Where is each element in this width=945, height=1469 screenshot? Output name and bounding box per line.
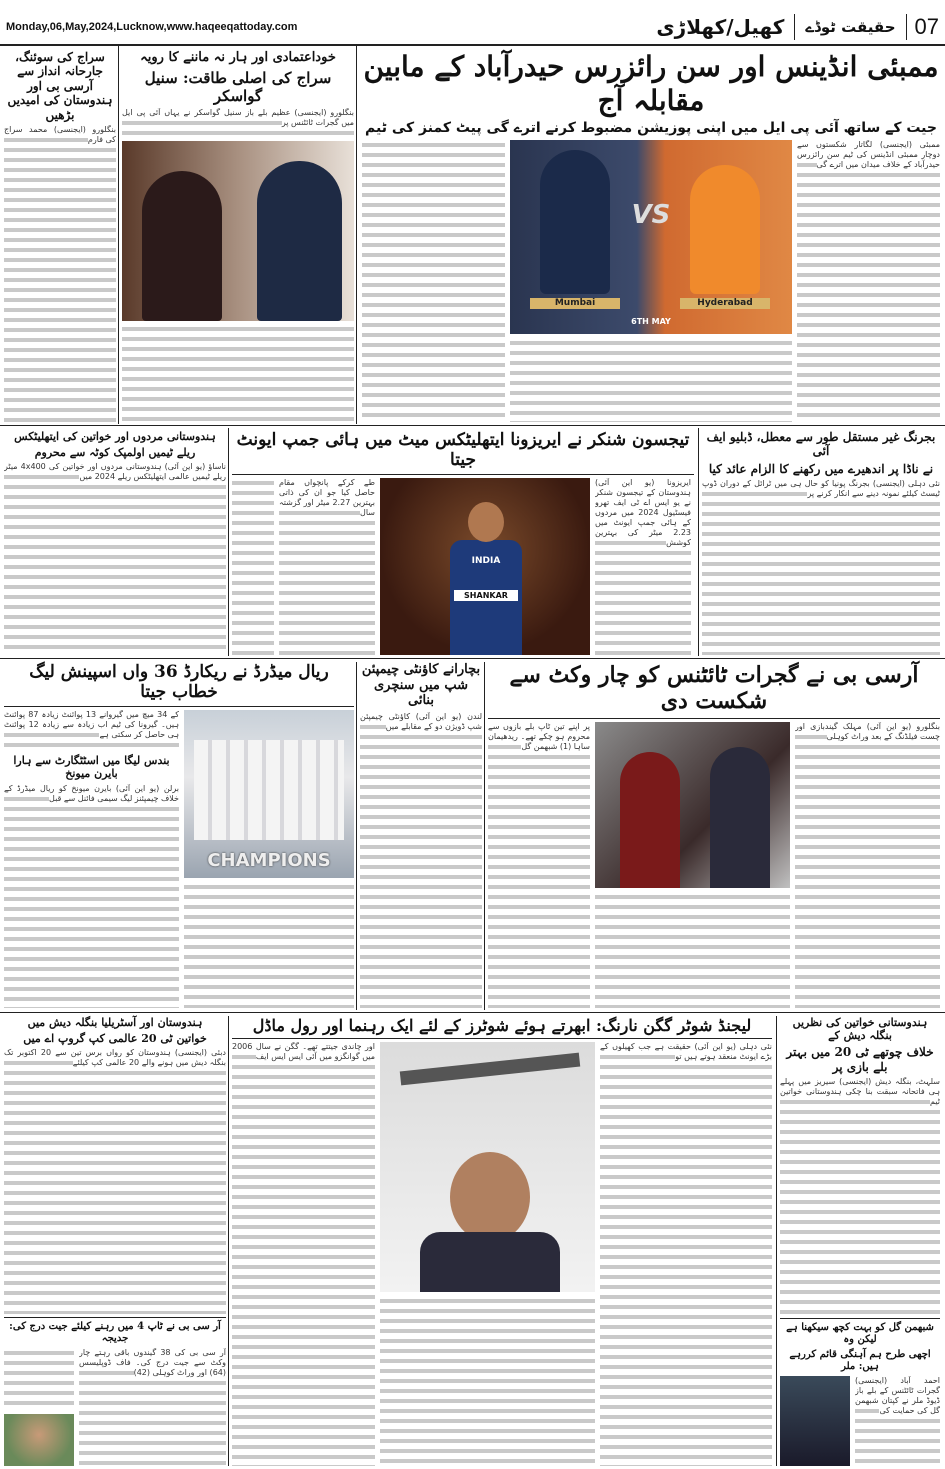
madrid-text-column — [4, 710, 179, 1008]
divider — [698, 428, 699, 656]
siraj-figure — [142, 171, 222, 321]
divider — [488, 718, 940, 719]
divider — [0, 1012, 945, 1013]
gill-miller-photo — [780, 1376, 850, 1466]
chess-headline: بچارانے کاؤنٹی چیمپئن شپ میں سنچری بنائی — [361, 662, 481, 709]
narang-headline: لیجنڈ شوٹر گگن نارنگ: ابھرتے ہوئے شوٹرز کے لئے ایک رہنما اور رول ماڈل — [252, 1016, 752, 1035]
rcb-celebration-photo — [595, 722, 790, 888]
team-players — [194, 740, 344, 840]
narang-story — [232, 1016, 772, 1466]
women-bd-story — [780, 1016, 940, 1466]
madrid-body-2 — [184, 882, 354, 1008]
t20wc-story — [4, 1016, 226, 1466]
gill-body: احمد آباد (ایجنسی) گجرات ٹائٹنس کے بلے باز ڈیوڈ ملر نے کپتان شبھمن گل کی حمایت کی — [855, 1376, 940, 1466]
main-photo-column — [510, 140, 792, 422]
divider — [232, 474, 694, 475]
gavaskar-siraj-photo — [122, 141, 354, 321]
tejaswin-body-2: طے کرکے پانچواں مقام حاصل کیا جو ان کی ذاتی بہترین 2.27 میٹر اور گزشتہ سال — [279, 478, 375, 655]
gavaskar-headline-2: سراج کی اصلی طاقت: سنیل گواسکر — [144, 68, 332, 105]
champions-caption: CHAMPIONS — [207, 849, 331, 871]
page-number: 07 — [914, 14, 939, 39]
vs-label: VS — [631, 199, 671, 230]
relay-headline-1: ہندوستانی مردوں اور خواتین کی ایتھلیٹکس — [14, 430, 216, 443]
gavaskar-figure — [257, 161, 342, 321]
divider — [0, 425, 945, 426]
relay-headline-2: ریلے ٹیمیں اولمپک کوٹہ سے محروم — [34, 446, 196, 460]
hyderabad-player — [690, 165, 760, 294]
section-title: کھیل/کھلاڑی — [656, 15, 785, 39]
tejaswin-story — [232, 430, 694, 655]
relay-story — [4, 430, 226, 655]
siraj-story — [4, 50, 116, 422]
madrid-photo-column — [184, 710, 354, 1008]
jadeja-photo-column — [4, 1348, 74, 1466]
narang-body-2: اور چاندی جیتتے تھے۔ گگن نے سال 2006 میں گوانگزو میں آئی ایس ایس ایف — [232, 1042, 375, 1466]
rcb-body-2: پر اپنے تین ٹاپ بلے بازوں سے محروم ہو چکے تھے۔ ریدھیمان ساہا (1) شبھمن گل — [488, 722, 590, 1008]
gill-headline-2: اچھی طرح ہم آہنگی قائم کررہے ہیں: ملر — [789, 1349, 931, 1372]
divider — [776, 1016, 777, 1466]
bib-label: SHANKAR — [454, 590, 518, 601]
main-subhead: جیت کے ساتھ آئی پی ایل میں اپنی پوزیشن مضبوط کرنے اترے گی پیٹ کمنز کی ٹیم — [365, 120, 937, 137]
rcb-story — [488, 662, 940, 1008]
jadeja-photo — [4, 1414, 74, 1466]
chess-body: لندن (یو این آئی) کاؤنٹی چیمپئن شپ ڈویژن دو کے مقابلے میں — [360, 712, 482, 1008]
narang-body: نئی دہلی (یو این آئی) حقیقت ہے جب کھیلوں کے بڑے ایونٹ منعقد ہوتے ہیں تو — [600, 1042, 772, 1466]
narang-body-3 — [380, 1296, 595, 1466]
women-bd-headline-1: ہندوستانی خواتین کی نظریں بنگلہ دیش کے — [792, 1016, 928, 1043]
divider — [484, 662, 485, 1010]
tejaswin-headline: تیجسون شنکر نے ایریزونا ایتھلیٹکس میٹ میں ہائی جمپ ایونٹ جیتا — [236, 430, 690, 471]
divider — [228, 428, 229, 656]
bundesliga-body: برلن (یو این آئی) بایرن میونخ کو ریال میڈرڈ کے خلاف چیمپئنز لیگ سیمی فائنل سے قبل — [4, 784, 179, 1008]
main-body-col-3 — [510, 338, 792, 422]
relay-body: ناساؤ (یو این آئی) ہندوستانی مردوں اور خواتین کی 4x400 میٹر ریلے ٹیمیں عالمی ایتھلیٹکس ریلے 2024 میں — [4, 462, 226, 655]
women-bd-headline-2: خلاف چوتھے ٹی 20 میں بہتر بلے بازی پر — [786, 1045, 934, 1074]
rcb2-headline: آر سی بی نے ٹاپ 4 میں رہنے کیلئے جیت درج کی: جدیجہ — [9, 1321, 221, 1344]
header-rule — [0, 44, 945, 46]
shooter-face — [450, 1152, 530, 1242]
main-body-col-2 — [362, 140, 505, 422]
mumbai-player — [540, 150, 610, 294]
hyderabad-label: Hyderabad — [680, 298, 770, 309]
shooter-body — [420, 1232, 560, 1292]
divider — [228, 1016, 229, 1466]
rcb-headline: آرسی بی نے گجرات ٹائٹنس کو چار وکٹ سے شکست دی — [509, 662, 919, 715]
divider — [780, 1318, 940, 1319]
bajrang-headline-1: بجرنگ غیر مستقل طور سے معطل، ڈبلیو ایف آئی — [706, 430, 936, 459]
siraj-body: بنگلورو (ایجنسی) محمد سراج کی فارم — [4, 125, 116, 422]
gavaskar-headline-1: خوداعتمادی اور ہار نہ ماننے کا رویہ — [140, 50, 336, 65]
tejaswin-body: ایریزونا (یو این آئی) ہندوستان کے تیجسون شنکر نے یو ایس اے ٹی ایف تھرو فیسٹیول 2024 میں مردوں کے ہائی جمپ ایونٹ میں 2.23 میٹر کی بہترین کوشش — [595, 478, 691, 655]
divider — [4, 1317, 226, 1318]
chess-story — [360, 662, 482, 1008]
tejaswin-photo — [380, 478, 590, 655]
gagan-narang-photo — [380, 1042, 595, 1292]
divider — [0, 658, 945, 659]
rcb2-body: آر سی بی کی 38 گیندوں باقی رہتے چار وکٹ سے جیت درج کی۔ فاف ڈوپلیسس (64) اور وراٹ کوہلی (42) — [79, 1348, 226, 1466]
madrid-headline: ریال میڈرڈ نے ریکارڈ 36 واں اسپینش لیگ خطاب جیتا — [29, 662, 329, 703]
paper-logo: حقیقت ٹوڈے — [805, 18, 896, 36]
rcb2-body-2 — [4, 1348, 74, 1410]
t20wc-headline-2: خواتین ٹی 20 عالمی کپ گروپ اے میں — [23, 1032, 207, 1046]
gill-headline-1: شبھمن گل کو بہت کچھ سیکھنا ہے لیکن وہ — [786, 1322, 934, 1345]
bajrang-body: نئی دہلی (ایجنسی) بجرنگ پونیا کو حال ہی میں ٹرائل کے دوران ڈوپ ٹیسٹ کیلئے نمونہ دینے سے انکار کرنے پر — [702, 479, 940, 655]
divider — [356, 662, 357, 1010]
madrid-body: کے 34 میچ میں گیروانے 13 پوائنٹ زیادہ 87 پوائنٹ ہیں۔ گیرونا کی ٹیم اب زیادہ سے زیادہ 12 پوائنٹ ہی حاصل کر سکتی ہے — [4, 710, 179, 750]
bajrang-headline-2: نے ناڈا پر اندھیرے میں رکھنے کا الزام عائد کیا — [708, 461, 934, 476]
divider — [118, 46, 119, 424]
main-body-col-1: ممبئی (ایجنسی) لگاتار شکستوں سے دوچار ممبئی انڈینس کی ٹیم سن رائزرس حیدرآباد کے خلاف میدان میں اترے گی — [797, 140, 940, 422]
rcb-body: بنگلورو (یو این آئی) مہلک گیندبازی اور چست فیلڈنگ کے بعد وراٹ کوہلی — [795, 722, 940, 1008]
real-madrid-champions-photo — [184, 710, 354, 878]
player-figure — [710, 747, 770, 888]
bajrang-story — [702, 430, 940, 655]
mumbai-label: Mumbai — [530, 298, 620, 309]
dateline: Monday,06,May,2024,Lucknow,www.haqeeqattoday.com — [6, 21, 298, 33]
mumbai-vs-hyderabad-photo — [510, 140, 792, 334]
athlete-head — [468, 502, 504, 542]
divider — [4, 706, 354, 707]
rcb-body-3 — [595, 892, 790, 1008]
divider — [232, 1038, 772, 1039]
gavaskar-body: بنگلورو (ایجنسی) عظیم بلے باز سنیل گواسکر نے یہاں آئی پی ایل میں گجرات ٹائٹنس پر — [122, 108, 354, 138]
gavaskar-body-2 — [122, 324, 354, 422]
rifle — [400, 1053, 580, 1086]
t20wc-body: دبئی (ایجنسی) ہندوستان کو رواں برس تین سے 20 اکتوبر تک بنگلہ دیش میں ہونے والے 20 عالمی کپ کیلئے — [4, 1048, 226, 1314]
player-figure — [620, 752, 680, 888]
women-bd-body: سلہٹ، بنگلہ دیش (ایجنسی) سیریز میں پہلے ہی فاتحانہ سبقت بنا چکی ہندوستانی خواتین ٹیم — [780, 1077, 940, 1315]
t20wc-headline-1: ہندوستان اور آسٹریلیا بنگلہ دیش میں — [27, 1016, 203, 1029]
bundesliga-headline: بندس لیگا میں اسٹٹگارٹ سے ہارا بایرن میونخ — [13, 753, 170, 780]
gavaskar-story — [122, 50, 354, 422]
tejaswin-body-3 — [232, 478, 274, 655]
rcb-photo-column — [595, 722, 790, 1008]
narang-photo-column — [380, 1042, 595, 1466]
main-story — [362, 50, 940, 422]
divider — [356, 46, 357, 424]
page-header — [0, 10, 945, 44]
jersey-label: INDIA — [471, 555, 501, 566]
main-headline: ممبئی انڈینس اور سن رائزرس حیدرآباد کے مابین مقابلہ آج — [363, 50, 939, 117]
madrid-story — [4, 662, 354, 1008]
date-label: 6TH MAY — [631, 316, 671, 326]
siraj-headline: سراج کی سوئنگ، جارحانہ انداز سے آرسی بی اور ہندوستان کی امیدیں بڑھیں — [7, 50, 113, 122]
